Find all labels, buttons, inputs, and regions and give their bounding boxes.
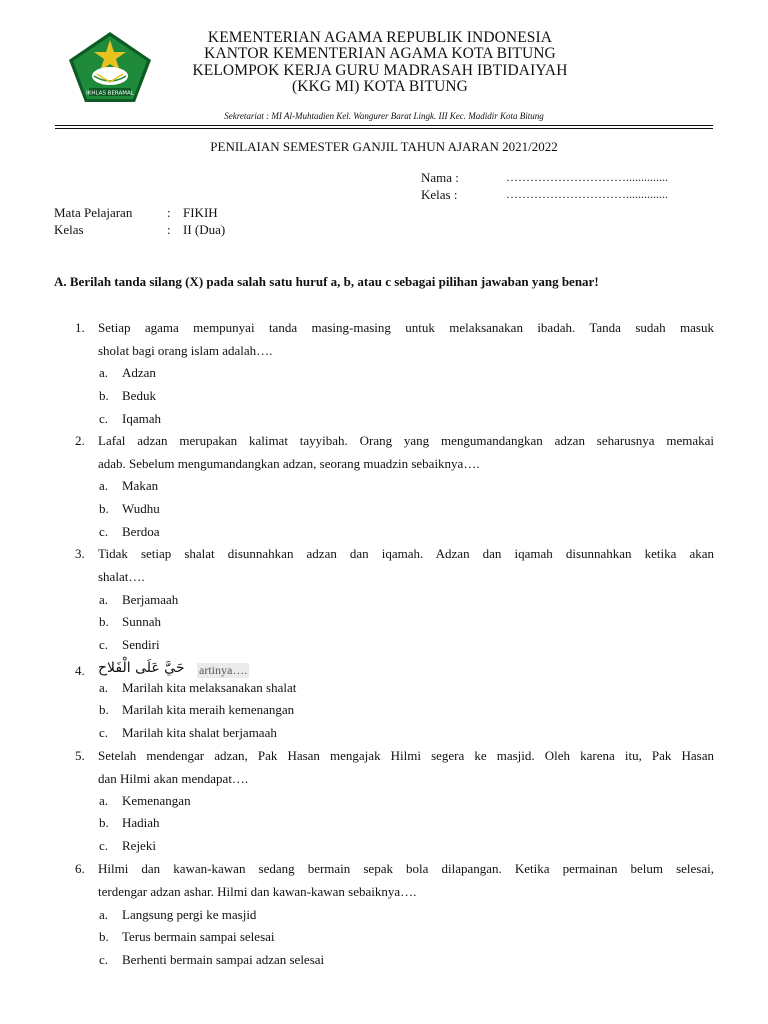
kelas-row-colon: : bbox=[167, 222, 171, 237]
kelas-blank[interactable]: ………………………….............. bbox=[506, 187, 668, 201]
option-label[interactable]: b. bbox=[99, 388, 109, 403]
option-text[interactable]: Terus bermain sampai selesai bbox=[122, 929, 275, 944]
question-text-line: Lafal adzan merupakan kalimat tayyibah. Orang yang mengumandangkan adzan seharusnya memakai bbox=[98, 433, 714, 448]
option-label[interactable]: a. bbox=[99, 592, 109, 607]
option-text[interactable]: Langsung pergi ke masjid bbox=[122, 907, 257, 922]
letterhead-line-4: (KKG MI) KOTA BITUNG bbox=[292, 78, 468, 95]
kemenag-logo bbox=[67, 30, 153, 104]
nama-blank[interactable]: ………………………….............. bbox=[506, 170, 668, 184]
option-label[interactable]: b. bbox=[99, 702, 109, 717]
question-number: 4. bbox=[75, 663, 85, 678]
option-label[interactable]: a. bbox=[99, 478, 109, 493]
header-rule-thin bbox=[55, 128, 713, 129]
option-text[interactable]: Marilah kita meraih kemenangan bbox=[122, 702, 295, 717]
option-text[interactable]: Beduk bbox=[122, 388, 156, 403]
question-text-line: terdengar adzan ashar. Hilmi dan kawan-kawan sebaiknya…. bbox=[98, 884, 417, 899]
nama-label: Nama : bbox=[421, 170, 459, 185]
option-text[interactable]: Kemenangan bbox=[122, 793, 191, 808]
question-text-line: dan Hilmi akan mendapat…. bbox=[98, 771, 249, 786]
question-number: 3. bbox=[75, 546, 85, 561]
option-text[interactable]: Makan bbox=[122, 478, 159, 493]
option-label[interactable]: c. bbox=[99, 725, 109, 740]
kelas-row-label: Kelas bbox=[54, 222, 84, 237]
option-text[interactable]: Marilah kita shalat berjamaah bbox=[122, 725, 277, 740]
question-text-line: Setiap agama mempunyai tanda masing-masing untuk melaksanakan ibadah. Tanda sudah masuk bbox=[98, 320, 714, 335]
option-label[interactable]: b. bbox=[99, 929, 109, 944]
mapel-value: FIKIH bbox=[183, 205, 218, 220]
kelas-row-value: II (Dua) bbox=[183, 222, 226, 237]
secretariat-address: Sekretariat : MI Al-Muhtadien Kel. Wangurer Barat Lingk. III Kec. Madidir Kota Bitung bbox=[224, 111, 544, 121]
option-label[interactable]: a. bbox=[99, 365, 109, 380]
option-text[interactable]: Iqamah bbox=[122, 411, 161, 426]
option-label[interactable]: b. bbox=[99, 815, 109, 830]
option-text[interactable]: Hadiah bbox=[122, 815, 160, 830]
option-text[interactable]: Sunnah bbox=[122, 614, 161, 629]
mapel-label: Mata Pelajaran bbox=[54, 205, 133, 220]
option-label[interactable]: a. bbox=[99, 793, 109, 808]
question-number: 5. bbox=[75, 748, 85, 763]
question-text-line: Setelah mendengar adzan, Pak Hasan mengajak Hilmi segera ke masjid. Oleh karena itu, Pak Hasan bbox=[98, 748, 714, 763]
question-number: 6. bbox=[75, 861, 85, 876]
option-label[interactable]: a. bbox=[99, 907, 109, 922]
option-label[interactable]: b. bbox=[99, 501, 109, 516]
question-text-line: Tidak setiap shalat disunnahkan adzan dan iqamah. Adzan dan iqamah disunnahkan ketika akan bbox=[98, 546, 714, 561]
question-number: 1. bbox=[75, 320, 85, 335]
option-text[interactable]: Adzan bbox=[122, 365, 156, 380]
section-a-instruction: A. Berilah tanda silang (X) pada salah satu huruf a, b, atau c sebagai pilihan jawaban yang benar! bbox=[54, 274, 599, 289]
question-text-line: shalat…. bbox=[98, 569, 145, 584]
option-label[interactable]: c. bbox=[99, 838, 109, 853]
mapel-colon: : bbox=[167, 205, 171, 220]
exam-title: PENILAIAN SEMESTER GANJIL TAHUN AJARAN 2021/2022 bbox=[210, 139, 558, 154]
logo-motto: IKHLAS BERAMAL bbox=[86, 90, 134, 97]
option-label[interactable]: b. bbox=[99, 614, 109, 629]
option-label[interactable]: a. bbox=[99, 680, 109, 695]
artinya-suffix: artinya…. bbox=[199, 663, 248, 677]
question-text-line: Hilmi dan kawan-kawan sedang bermain sepak bola dilapangan. Ketika permainan belum selesai, bbox=[98, 861, 714, 876]
option-label[interactable]: c. bbox=[99, 411, 109, 426]
letterhead-line-2: KANTOR KEMENTERIAN AGAMA KOTA BITUNG bbox=[204, 45, 556, 62]
letterhead-line-1: KEMENTERIAN AGAMA REPUBLIK INDONESIA bbox=[207, 29, 553, 46]
option-text[interactable]: Berhenti bermain sampai adzan selesai bbox=[122, 952, 325, 967]
option-text[interactable]: Sendiri bbox=[122, 637, 160, 652]
option-text[interactable]: Marilah kita melaksanakan shalat bbox=[122, 680, 297, 695]
option-text[interactable]: Rejeki bbox=[122, 838, 156, 853]
header-rule-thick bbox=[55, 125, 713, 126]
question-number: 2. bbox=[75, 433, 85, 448]
option-text[interactable]: Berjamaah bbox=[122, 592, 179, 607]
option-label[interactable]: c. bbox=[99, 952, 109, 967]
option-text[interactable]: Berdoa bbox=[122, 524, 160, 539]
arabic-phrase: حَيَّ عَلَى الْفَلاح bbox=[98, 660, 185, 676]
option-label[interactable]: c. bbox=[99, 524, 109, 539]
question-text-line: adab. Sebelum mengumandangkan adzan, seorang muadzin sebaiknya…. bbox=[98, 456, 480, 471]
option-text[interactable]: Wudhu bbox=[122, 501, 160, 516]
question-text-line: sholat bagi orang islam adalah…. bbox=[98, 343, 273, 358]
letterhead-line-3: KELOMPOK KERJA GURU MADRASAH IBTIDAIYAH bbox=[192, 62, 568, 79]
option-label[interactable]: c. bbox=[99, 637, 109, 652]
kelas-label: Kelas : bbox=[421, 187, 458, 202]
